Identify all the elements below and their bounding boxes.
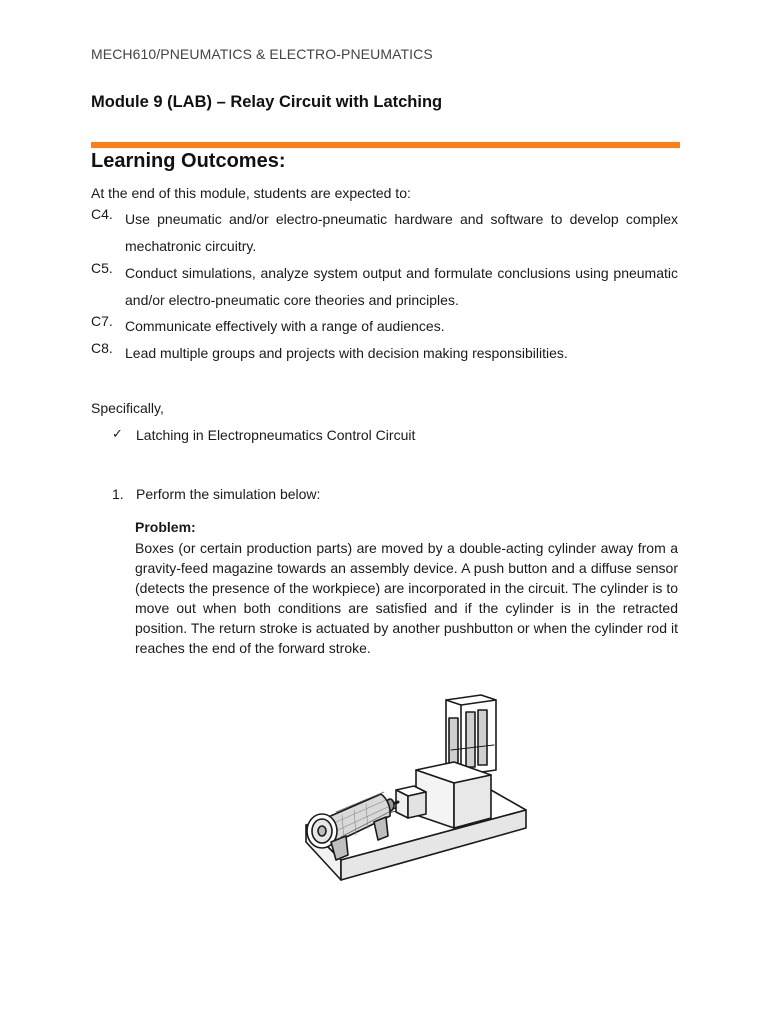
checkmark-icon: ✓ xyxy=(112,427,123,442)
course-header: MECH610/PNEUMATICS & ELECTRO-PNEUMATICS xyxy=(91,46,433,62)
outcome-code: C7. xyxy=(91,313,113,329)
learning-outcomes-heading: Learning Outcomes: xyxy=(91,150,286,172)
specifically-label: Specifically, xyxy=(91,400,164,416)
outcome-code: C4. xyxy=(91,206,113,222)
outcome-code: C5. xyxy=(91,260,113,276)
end-block xyxy=(396,786,426,818)
outcome-text: Communicate effectively with a range of audiences. xyxy=(125,318,445,334)
cylinder-illustration xyxy=(286,690,531,912)
outcome-text: Lead multiple groups and projects with decision making responsibilities. xyxy=(125,345,568,361)
outcomes-intro: At the end of this module, students are expected to: xyxy=(91,185,411,201)
bullet-item xyxy=(112,427,415,443)
outcome-item xyxy=(91,206,678,260)
outcome-item xyxy=(91,340,678,367)
module-title: Module 9 (LAB) – Relay Circuit with Latching xyxy=(91,93,443,111)
problem-label: Problem: xyxy=(135,519,196,535)
bullet-text: Latching in Electropneumatics Control Circuit xyxy=(136,427,416,443)
outcome-text: Conduct simulations, analyze system output and formulate conclusions using pneumatic and/or electro-pneumatic core theories and principles. xyxy=(125,265,678,308)
workpiece-box xyxy=(416,762,491,828)
step-number: 1. xyxy=(112,486,124,502)
outcome-item xyxy=(91,260,678,314)
orange-divider xyxy=(91,142,680,148)
step-text: Perform the simulation below: xyxy=(136,486,321,502)
problem-text: Boxes (or certain production parts) are moved by a double-acting cylinder away from a gravity-feed magazine towards an assembly device. A push button and a diffuse sensor (detects the presence of the workpiece) are incorporated in the circuit. The cylinder is to move out when both conditions are satisfied and if the cylinder is in the retracted position. The return stroke is actuated by another pushbutton or when the cylinder rod it reaches the end of the forward stroke. xyxy=(135,540,678,656)
outcome-code: C8. xyxy=(91,340,113,356)
outcome-item xyxy=(91,313,678,340)
step-item xyxy=(112,486,320,502)
outcome-text: Use pneumatic and/or electro-pneumatic hardware and software to develop complex mechatronic circuitry. xyxy=(125,211,678,254)
